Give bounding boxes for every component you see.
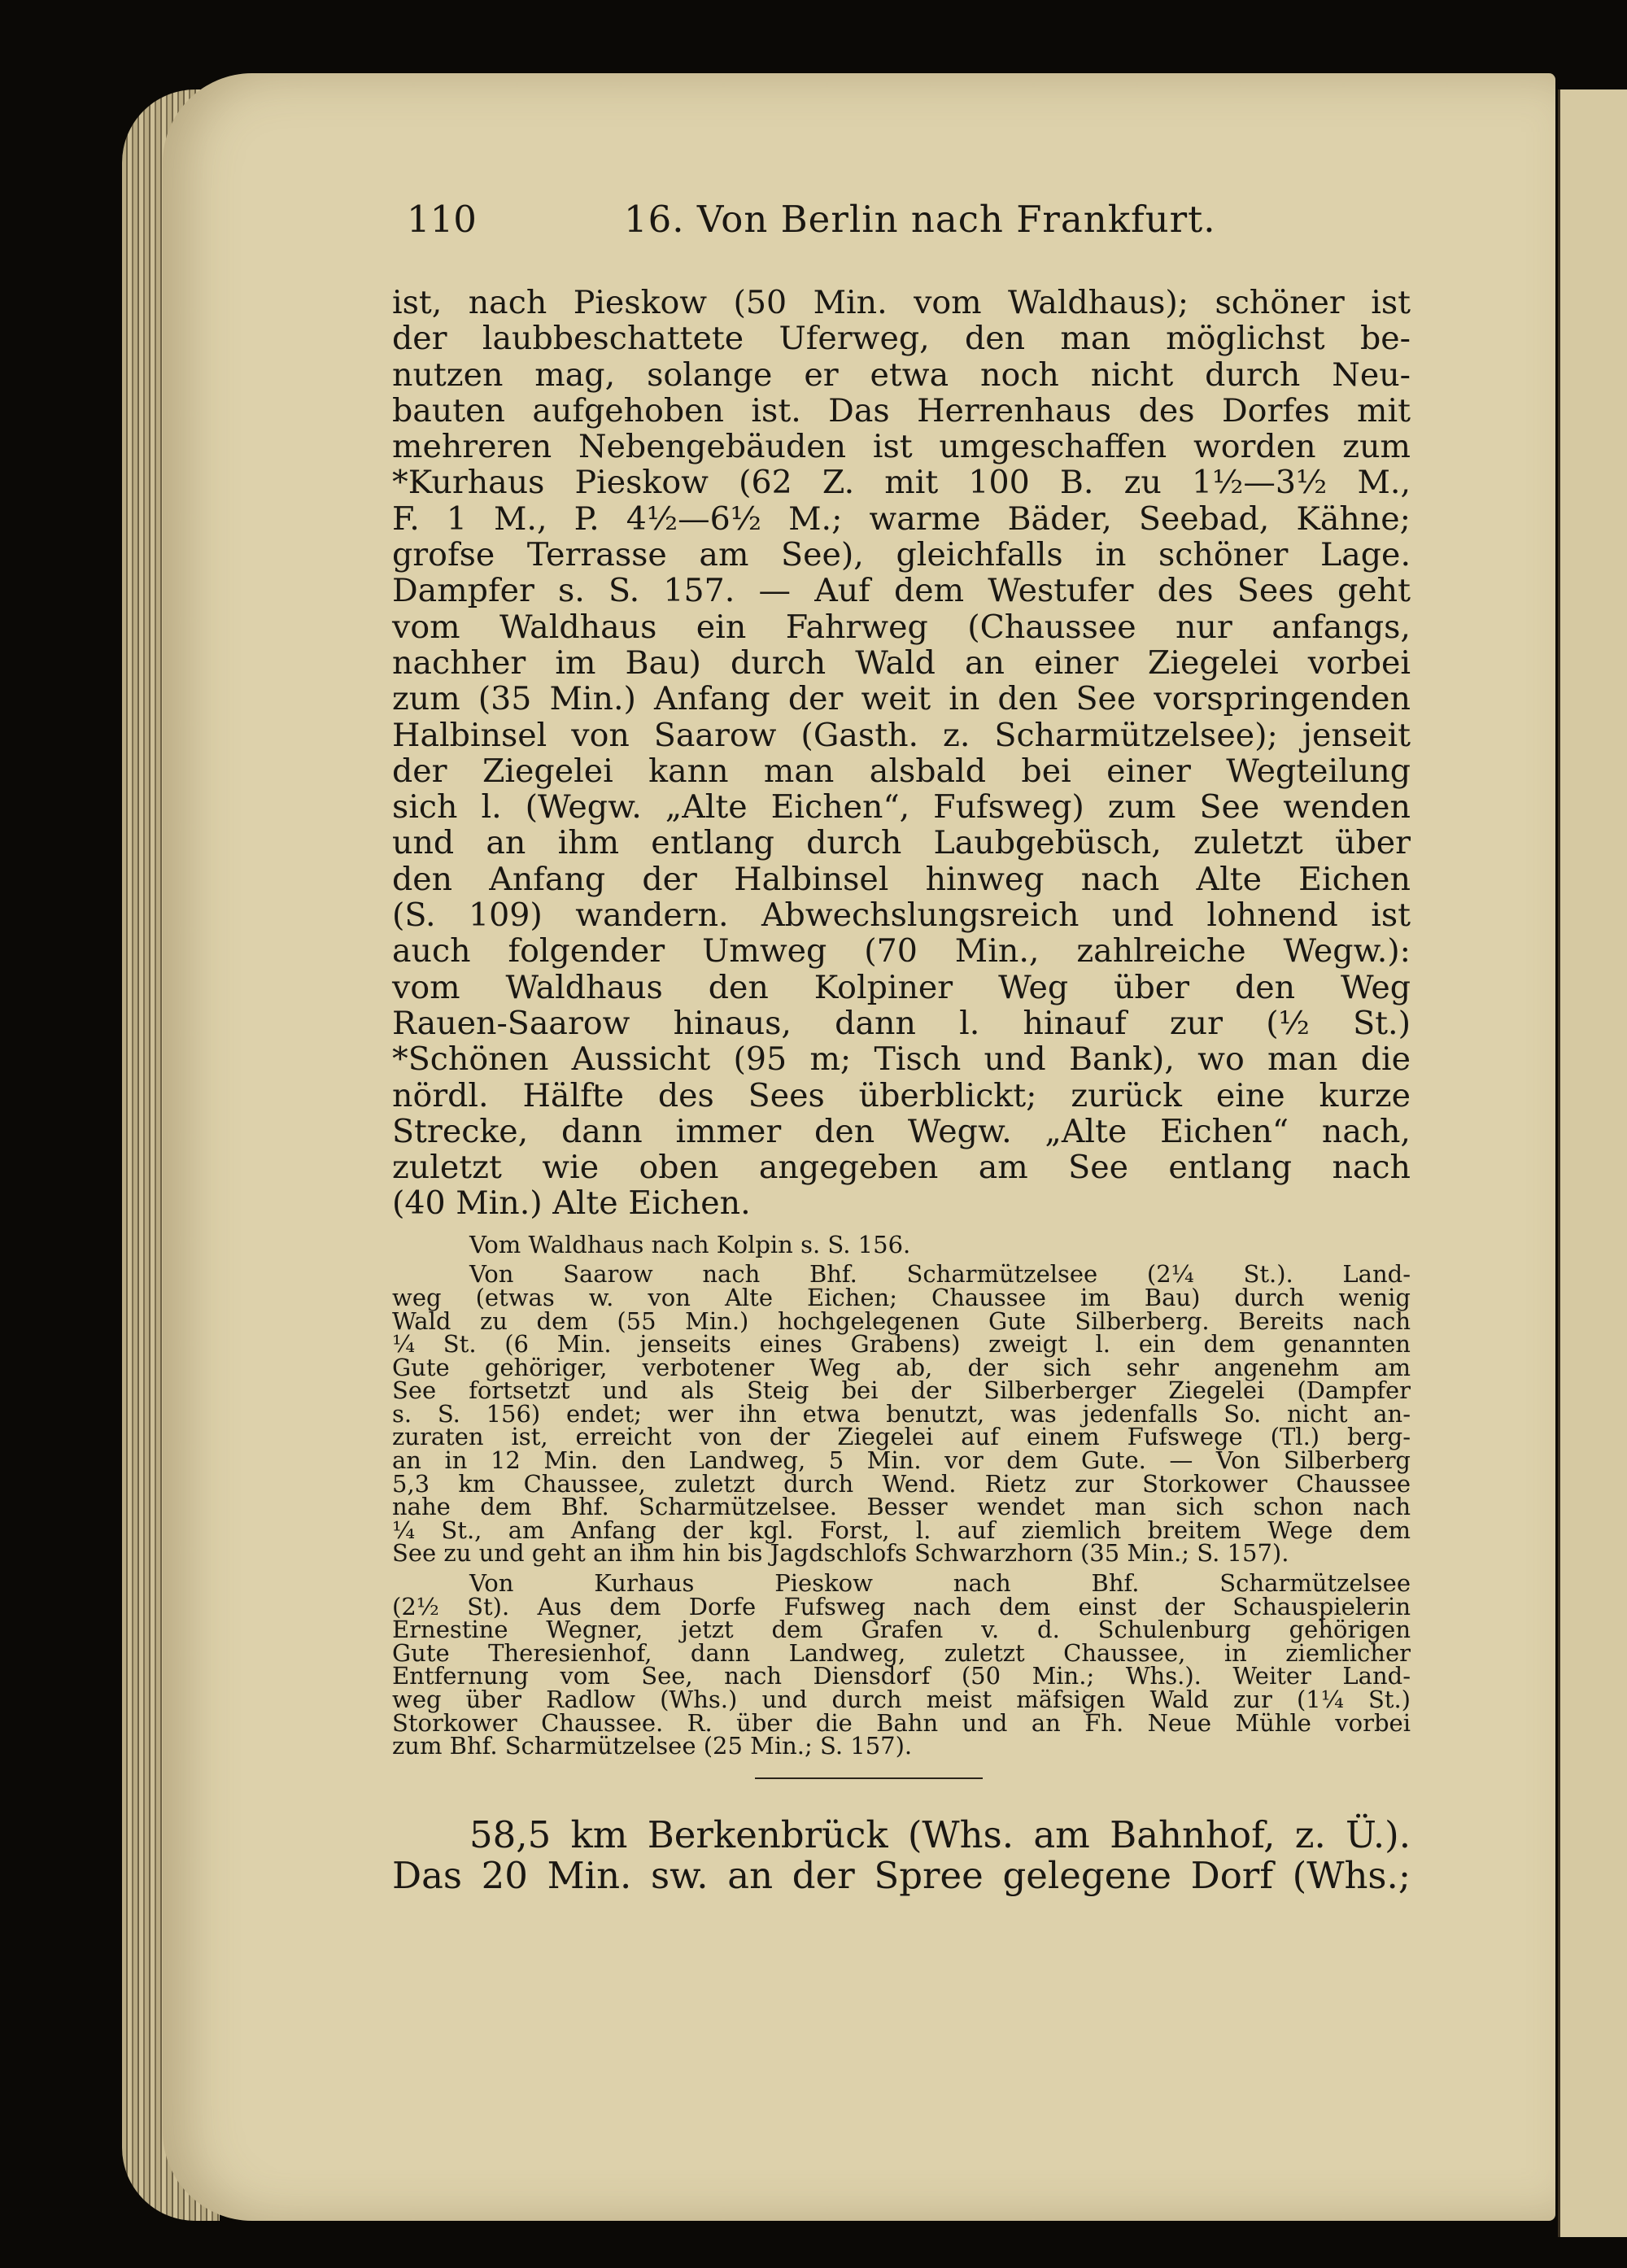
text-line: nördl. Hälfte des Sees überblickt; zurück eine kurze [392, 1076, 1411, 1114]
text-line: an in 12 Min. den Landweg, 5 Min. vor dem Gute. — Von Silberberg [392, 1446, 1411, 1475]
text-line: weg über Radlow (Whs.) und durch meist mäfsigen Wald zur (1¼ St.) [392, 1686, 1411, 1713]
text-line: s. S. 156) endet; wer ihn etwa benutzt, was jedenfalls So. nicht an- [392, 1399, 1411, 1428]
text-line: nutzen mag, solange er etwa noch nicht durch Neu- [392, 355, 1411, 394]
text-line: der Ziegelei kann man alsbald bei einer Wegteilung [392, 752, 1411, 790]
text-line: Gute gehöriger, verbotener Weg ab, der sich sehr angenehm am [392, 1353, 1411, 1381]
text-line: zuletzt wie oben angegeben am See entlang nach [392, 1149, 1411, 1187]
running-title: 16. Von Berlin nach Frankfurt. [624, 198, 1216, 241]
text-line: Ernestine Wegner, jetzt dem Grafen v. d. Schulenburg gehörigen [392, 1616, 1411, 1644]
next-page-edge [1558, 89, 1627, 2237]
text-line: *Kurhaus Pieskow (62 Z. mit 100 B. zu 1½—3½ M., [392, 464, 1411, 502]
text-line: Wald zu dem (55 Min.) hochgelegenen Gute Silberberg. Bereits nach [392, 1306, 1411, 1335]
text-line: ¼ St., am Anfang der kgl. Forst, l. auf ziemlich breitem Wege dem [392, 1516, 1411, 1544]
text-line: der laubbeschattete Uferweg, den man möglichst be- [392, 320, 1411, 358]
text-line: zuraten ist, erreicht von der Ziegelei auf einem Fufswege (Tl.) berg- [392, 1423, 1411, 1451]
small-paragraph [392, 1569, 1411, 1760]
text-line: Gute Theresienhof, dann Landweg, zuletzt Chaussee, in ziemlicher [392, 1638, 1411, 1667]
text-line: Strecke, dann immer den Wegw. „Alte Eichen“ nach, [392, 1112, 1411, 1150]
page-number: 110 [407, 198, 477, 241]
text-line: auch folgender Umweg (70 Min., zahlreiche Wegw.): [392, 932, 1411, 970]
text-line: 58,5 km Berkenbrück (Whs. am Bahnhof, z. Ü.). [469, 1812, 1411, 1856]
text-line: zum Bhf. Scharmützelsee (25 Min.; S. 157). [392, 1732, 913, 1760]
text-line: Von Saarow nach Bhf. Scharmützelsee (2¼ St.). Land- [469, 1260, 1411, 1289]
text-line: sich l. (Wegw. „Alte Eichen“, Fufsweg) zum See wenden [392, 788, 1411, 827]
text-line: Halbinsel von Saarow (Gasth. z. Scharmützelsee); jenseit [392, 716, 1411, 754]
page-content [392, 195, 1411, 1896]
small-print-section [392, 1230, 1411, 1779]
text-line: vom Waldhaus ein Fahrweg (Chaussee nur anfangs, [392, 608, 1411, 646]
text-line: und an ihm entlang durch Laubgebüsch, zuletzt über [392, 824, 1411, 862]
running-header [392, 195, 1411, 252]
text-line: nachher im Bau) durch Wald an einer Ziegelei vorbei [392, 643, 1411, 682]
main-text [392, 285, 1411, 1222]
text-line: zum (35 Min.) Anfang der weit in den See vorspringenden [392, 680, 1411, 718]
text-line: Das 20 Min. sw. an der Spree gelegene Dorf (Whs.; [392, 1853, 1411, 1897]
text-line: Dampfer s. S. 157. — Auf dem Westufer des Sees geht [392, 572, 1411, 610]
text-line: mehreren Nebengebäuden ist umgeschaffen worden zum [392, 428, 1411, 466]
text-line: ist, nach Pieskow (50 Min. vom Waldhaus); schöner ist [392, 284, 1411, 321]
text-line: Vom Waldhaus nach Kolpin s. S. 156. [469, 1230, 911, 1258]
text-line: den Anfang der Halbinsel hinweg nach Alte Eichen [392, 860, 1411, 898]
text-line: (2½ St). Aus dem Dorfe Fufsweg nach dem einst der Schauspielerin [392, 1592, 1411, 1620]
text-line: Storkower Chaussee. R. über die Bahn und an Fh. Neue Mühle vorbei [392, 1708, 1411, 1737]
text-line: nahe dem Bhf. Scharmützelsee. Besser wendet man sich schon nach [392, 1493, 1411, 1521]
text-line: See zu und geht an ihm hin bis Jagdschlofs Schwarzhorn (35 Min.; S. 157). [392, 1539, 1289, 1568]
small-paragraph [392, 1230, 1411, 1258]
text-line: 5,3 km Chaussee, zuletzt durch Wend. Rietz zur Storkower Chaussee [392, 1469, 1411, 1498]
small-paragraph [392, 1260, 1411, 1568]
text-line: bauten aufgehoben ist. Das Herrenhaus des Dorfes mit [392, 391, 1411, 430]
text-line: Entfernung vom See, nach Diensdorf (50 Min.; Whs.). Weiter Land- [392, 1662, 1411, 1690]
text-line: (40 Min.) Alte Eichen. [392, 1184, 751, 1223]
section-divider [755, 1777, 983, 1779]
text-line: weg (etwas w. von Alte Eichen; Chaussee im Bau) durch wenig [392, 1283, 1411, 1311]
text-line: Von Kurhaus Pieskow nach Bhf. Scharmützelsee [469, 1569, 1411, 1598]
text-line: vom Waldhaus den Kolpiner Weg über den Weg [392, 968, 1411, 1006]
text-line: grofse Terrasse am See), gleichfalls in schöner Lage. [392, 536, 1411, 574]
next-entry-text [392, 1812, 1411, 1897]
text-line: See fortsetzt und als Steig bei der Silberberger Ziegelei (Dampfer [392, 1376, 1411, 1405]
text-line: (S. 109) wandern. Abwechslungsreich und lohnend ist [392, 896, 1411, 935]
text-line: Rauen-Saarow hinaus, dann l. hinauf zur (½ St.) [392, 1004, 1411, 1042]
text-line: *Schönen Aussicht (95 m; Tisch und Bank), wo man die [392, 1040, 1411, 1079]
text-line: F. 1 M., P. 4½—6½ M.; warme Bäder, Seebad, Kähne; [392, 499, 1411, 538]
text-line: ¼ St. (6 Min. jenseits eines Grabens) zweigt l. ein dem genannten [392, 1330, 1411, 1359]
